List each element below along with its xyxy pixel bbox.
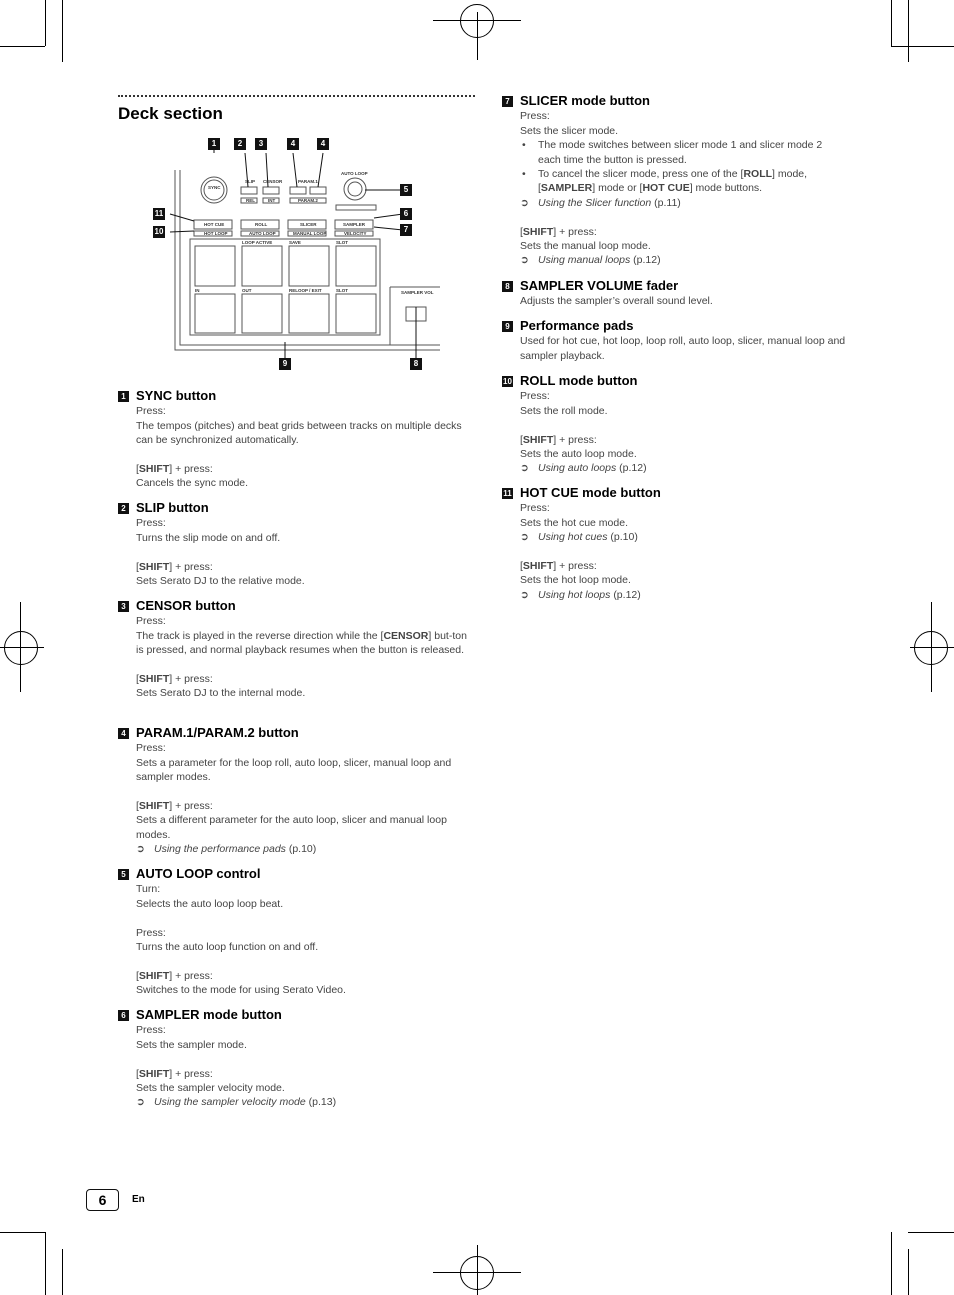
censor-label: CENSOR [263,179,283,184]
manual-loop-label: MANUAL LOOP [293,231,327,236]
auto-loop-sub-label: AUTO LOOP [249,231,276,236]
text-line: Sets the hot cue mode. [520,516,628,529]
page-number: 6 [86,1189,119,1211]
in-label: IN [195,288,200,293]
text-line: The tempos (pitches) and beat grids between tracks on multiple decks can be synchronized automatically. [136,419,462,447]
text-line: [SHIFT] + press: [520,225,597,238]
list-item: • To cancel the slicer mode, press one of the [ROLL] mode, [SAMPLER] mode or [HOT CUE] mode buttons. [520,167,847,196]
sampler-mode-section [118,1008,475,1110]
text-line: Sets Serato DJ to the relative mode. [136,575,305,588]
text-line: [SHIFT] + press: [520,560,597,573]
list-item: • The mode switches between slicer mode 1 and slicer mode 2 each time the button is pressed. [520,138,847,167]
section-number: 9 [502,321,513,332]
text-line: Sets the sampler mode. [136,1038,247,1051]
callout-11: 11 [154,209,164,218]
slip-button-section [118,501,475,588]
section-heading: ROLL mode button [520,373,638,388]
auto-loop-section [118,867,475,998]
text-line: Sets the roll mode. [520,404,608,417]
section-heading: Performance pads [520,318,634,333]
text-line: Turns the auto loop function on and off. [136,941,319,954]
section-number: 5 [118,869,129,880]
section-heading: AUTO LOOP control [136,866,261,881]
cross-reference-link[interactable]: ➲ Using the Slicer function (p.11) [520,196,681,209]
text-line: [SHIFT] + press: [136,800,213,813]
hot-cue-label: HOT CUE [204,222,225,227]
bullet-list [520,138,847,196]
callout-3: 3 [255,138,267,150]
performance-pads-section [502,319,847,363]
arrow-icon: ➲ [136,843,145,856]
crop-mark [0,62,62,63]
param-button-section [118,726,475,857]
crop-mark [45,1232,46,1295]
cross-reference-link[interactable]: ➲ Using hot cues (p.10) [520,531,638,544]
text-line: Used for hot cue, hot loop, loop roll, auto loop, slicer, manual loop and sampler playback. [520,335,846,362]
roll-mode-section [502,374,847,476]
slot-a-label: SLOT [336,240,348,245]
section-number: 1 [118,391,129,402]
cross-reference-link[interactable]: ➲ Using auto loops (p.12) [520,462,647,475]
text-line: Sets the sampler velocity mode. [136,1082,285,1095]
text-line: Sets a different parameter for the auto loop, slicer and manual loop modes. [136,814,447,841]
text-line: Press: [520,502,550,515]
cross-reference-link[interactable]: ➲ Using manual loops (p.12) [520,254,661,267]
deck-diagram [150,135,450,375]
rel-label: REL [246,198,255,203]
crop-mark [0,46,45,47]
section-heading: SAMPLER VOLUME fader [520,278,679,293]
text-line: Sets the auto loop mode. [520,448,637,461]
slip-label: SLIP [245,179,256,184]
callout-6: 6 [400,208,412,220]
section-number: 7 [502,96,513,107]
roll-label: ROLL [255,222,268,227]
crop-mark [908,0,909,62]
arrow-icon: ➲ [520,254,529,267]
param1-label: PARAM.1 [298,179,318,184]
crop-mark [0,1232,45,1233]
language-code: En [132,1194,145,1205]
text-line: Sets the hot loop mode. [520,574,631,587]
slot-b-label: SLOT [336,288,348,293]
text-line: [SHIFT] + press: [520,433,597,446]
section-heading: PARAM.1/PARAM.2 button [136,725,299,740]
crop-mark [45,0,46,46]
cross-reference-link[interactable]: ➲ Using the sampler velocity mode (p.13) [136,1096,337,1109]
text-line: [SHIFT] + press: [136,463,213,476]
text-line: [SHIFT] + press: [136,1067,213,1080]
loop-active-label: LOOP ACTIVE [242,240,273,245]
arrow-icon: ➲ [520,462,529,475]
crop-mark [62,1249,63,1295]
sampler-volume-section [502,279,847,309]
callout-7: 7 [400,224,412,236]
section-divider [118,95,475,97]
section-number: 4 [118,728,129,739]
section-number: 2 [118,503,129,514]
text-line: [SHIFT] + press: [136,969,213,982]
crop-mark [891,46,954,47]
deck-illustration [150,135,450,375]
callout-4b: 4 [317,138,329,150]
arrow-icon: ➲ [520,196,529,209]
cross-reference-link[interactable]: ➲ Using the performance pads (p.10) [136,843,317,856]
callout-9: 9 [279,358,291,370]
text-line: Turns the slip mode on and off. [136,531,281,544]
text-line: The track is played in the reverse direction while the [CENSOR] but-ton is pressed, and normal playback resumes when the button is released. [136,629,467,657]
save-label: SAVE [289,240,301,245]
out-label: OUT [242,288,252,293]
text-line: Press: [136,517,166,530]
section-title: Deck section [118,104,223,123]
hot-loop-label: HOT LOOP [204,231,228,236]
text-line: Turn: [136,883,161,896]
text-line: Sets Serato DJ to the internal mode. [136,687,306,700]
section-number: 10 [503,376,512,386]
callout-8: 8 [410,358,422,370]
text-line: Cancels the sync mode. [136,477,249,490]
section-number: 11 [503,488,512,498]
text-line: [SHIFT] + press: [136,673,213,686]
section-number: 3 [118,601,129,612]
crop-mark [891,0,892,46]
velocity-label: VELOCITY [344,231,367,236]
censor-button-section [118,599,475,701]
callout-5: 5 [400,184,412,196]
text-line: Selects the auto loop loop beat. [136,897,284,910]
sync-label: SYNC [208,185,221,190]
arrow-icon: ➲ [520,531,529,544]
param2-label: PARAM.2 [298,198,318,203]
text-line: Press: [136,615,166,628]
crop-mark [908,1232,954,1233]
section-number: 8 [502,281,513,292]
text-line: Press: [136,1024,166,1037]
crop-mark [62,0,63,62]
callout-4a: 4 [287,138,299,150]
callout-10: 10 [154,227,164,236]
section-heading: SYNC button [136,388,217,403]
arrow-icon: ➲ [520,588,529,601]
section-number: 6 [118,1010,129,1021]
cross-reference-link[interactable]: ➲ Using hot loops (p.12) [520,588,641,601]
slicer-mode-section [502,94,847,268]
sampler-vol-label: SAMPLER VOL [401,290,434,295]
section-heading: CENSOR button [136,598,236,613]
hot-cue-mode-section [502,486,847,602]
crop-mark [891,1232,892,1295]
text-line: Sets the manual loop mode. [520,240,651,253]
text-line: Press: [136,742,166,755]
section-heading: HOT CUE mode button [520,485,661,500]
arrow-icon: ➲ [136,1096,145,1109]
int-label: INT [268,198,276,203]
text-line: Press: [520,390,550,403]
crop-mark [908,1249,909,1295]
text-line: Sets the slicer mode. [520,124,619,137]
callout-2: 2 [234,138,246,150]
sampler-label: SAMPLER [343,222,366,227]
text-line: Sets a parameter for the loop roll, auto loop, slicer, manual loop and sampler modes. [136,756,452,784]
slicer-label: SLICER [300,222,317,227]
text-line: Press: [136,926,166,939]
text-line: Press: [136,405,166,418]
text-line: Adjusts the sampler’s overall sound level. [520,295,713,308]
sync-button-section [118,389,475,491]
text-line: [SHIFT] + press: [136,560,213,573]
section-heading: SLICER mode button [520,93,650,108]
section-heading: SAMPLER mode button [136,1007,282,1022]
auto-loop-label: AUTO LOOP [341,171,368,176]
text-line: Switches to the mode for using Serato Video. [136,984,346,997]
reloop-exit-label: RELOOP / EXIT [289,288,322,293]
section-heading: SLIP button [136,500,209,515]
text-line: Press: [520,110,550,123]
callout-1: 1 [208,138,220,150]
